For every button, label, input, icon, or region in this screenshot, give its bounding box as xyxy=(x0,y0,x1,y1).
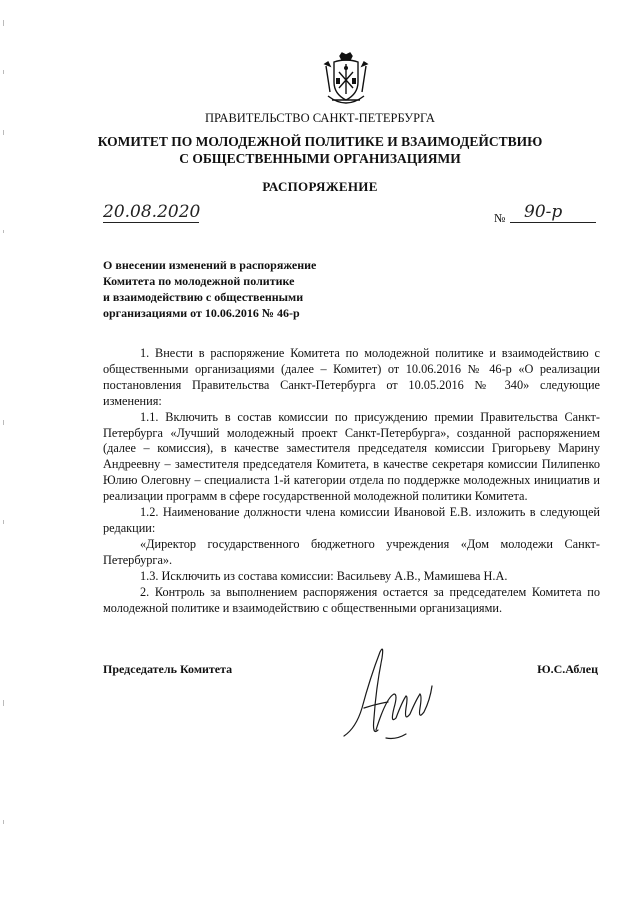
document-subject xyxy=(103,257,316,321)
government-name: ПРАВИТЕЛЬСТВО САНКТ-ПЕТЕРБУРГА xyxy=(205,111,435,125)
subject-line: Комитета по молодежной политике xyxy=(103,274,295,288)
coat-of-arms-icon xyxy=(322,52,370,108)
order-number-label: № xyxy=(494,211,506,225)
signatory-name: Ю.С.Аблец xyxy=(537,662,598,676)
handwritten-signature xyxy=(336,638,446,748)
document-type: РАСПОРЯЖЕНИЕ xyxy=(262,179,378,194)
signatory-position: Председатель Комитета xyxy=(103,662,233,676)
order-date: 20.08.2020 xyxy=(103,202,201,222)
committee-name-line1: КОМИТЕТ ПО МОЛОДЕЖНОЙ ПОЛИТИКЕ И ВЗАИМОДЕЙСТВИЮ xyxy=(97,134,543,149)
order-number: 90-р xyxy=(510,202,596,223)
subject-line: и взаимодействию с общественными xyxy=(103,290,304,304)
committee-name xyxy=(0,133,640,167)
paragraph-1-2-quote: «Директор государственного бюджетного учреждения «Дом молодежи Санкт-Петербурга». xyxy=(103,536,600,567)
committee-name-line2: С ОБЩЕСТВЕННЫМИ ОРГАНИЗАЦИЯМИ xyxy=(179,151,461,166)
paragraph-2: 2. Контроль за выполнением распоряжения остается за председателем Комитета по молодежной политике и взаимодействию с общественными организациями. xyxy=(103,584,600,615)
document-body xyxy=(103,346,600,616)
subject-line: О внесении изменений в распоряжение xyxy=(103,258,317,272)
paragraph-1-2: 1.2. Наименование должности члена комиссии Ивановой Е.В. изложить в следующей редакции: xyxy=(103,505,600,535)
subject-line: организациями от 10.06.2016 № 46-р xyxy=(103,306,300,320)
paragraph-1-1: 1.1. Включить в состав комиссии по присуждению премии Правительства Санкт-Петербурга «Лучший молодежный проект Санкт-Петербурга», созданной распоряжением (далее – комиссия), в качестве заместителя председателя комиссии Григорьеву Марину Андреевну – заместителя председателя Комитета, в качестве секретаря комиссии Пилипенко Юлию Олеговну – специалиста 1-й категории отдела по поддержке молодежных инициатив и реализации программ в сфере государственной молодежной политики Комитета. xyxy=(103,409,600,504)
paragraph-1-3: 1.3. Исключить из состава комиссии: Васильеву А.В., Мамишева Н.А. xyxy=(140,568,508,583)
paragraph-1: 1. Внести в распоряжение Комитета по молодежной политике и взаимодействию с общественными организациями (далее – Комитет) от 10.06.2016 № 46-р «О реализации постановления Правительства Санкт-Петербурга от 10.05.2016 № 340» следующие изменения: xyxy=(103,346,600,408)
